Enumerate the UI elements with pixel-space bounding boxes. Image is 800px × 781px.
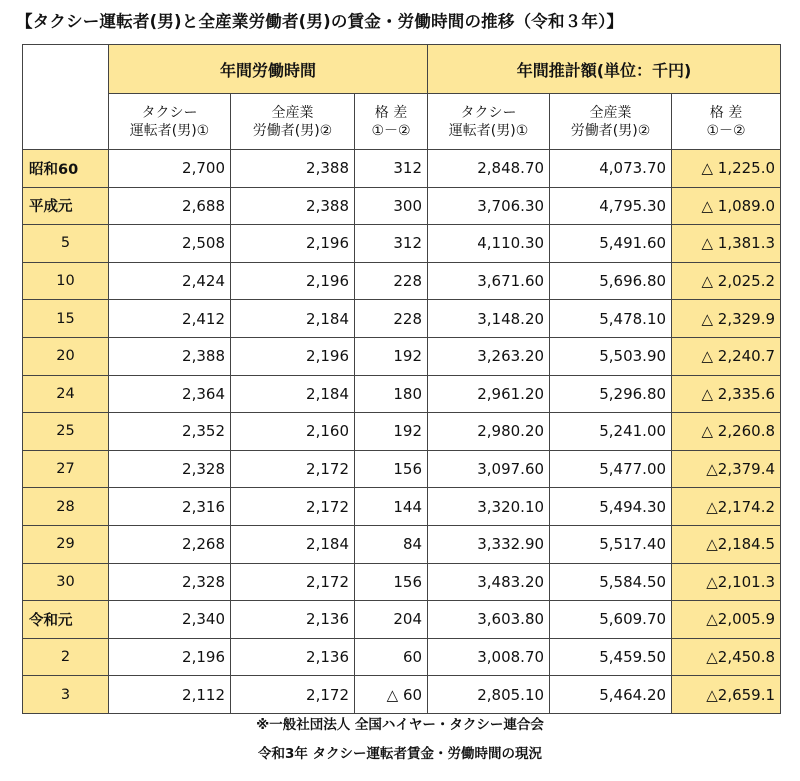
- cell-h-all: 2,172: [231, 676, 355, 714]
- row-year: 20: [23, 337, 109, 375]
- row-year: 25: [23, 413, 109, 451]
- cell-w-diff: △2,379.4: [672, 450, 781, 488]
- table-row: [23, 375, 781, 413]
- row-year: 24: [23, 375, 109, 413]
- cell-h-diff: 228: [355, 300, 428, 338]
- cell-w-diff: △ 2,025.2: [672, 262, 781, 300]
- table-row: [23, 262, 781, 300]
- row-year: 昭和60: [23, 150, 109, 188]
- table-row: [23, 488, 781, 526]
- col-header-hours-taxi: タクシー 運転者(男)①: [109, 94, 231, 150]
- cell-w-taxi: 3,148.20: [428, 300, 550, 338]
- table-body: [23, 150, 781, 714]
- cell-h-taxi: 2,352: [109, 413, 231, 451]
- cell-w-all: 5,464.20: [550, 676, 672, 714]
- report-note: 令和3年 タクシー運転者賃金・労働時間の現況: [257, 746, 543, 762]
- cell-h-all: 2,196: [231, 225, 355, 263]
- table-row: [23, 563, 781, 601]
- cell-w-diff: △ 2,240.7: [672, 337, 781, 375]
- cell-h-diff: 84: [355, 525, 428, 563]
- cell-w-diff: △ 1,381.3: [672, 225, 781, 263]
- col-header-wage-all: 全産業 労働者(男)②: [550, 94, 672, 150]
- cell-w-taxi: 3,097.60: [428, 450, 550, 488]
- row-year: 令和元: [23, 601, 109, 639]
- table-row: [23, 300, 781, 338]
- row-year: 30: [23, 563, 109, 601]
- cell-w-all: 5,494.30: [550, 488, 672, 526]
- page-title: 【タクシー運転者(男)と全産業労働者(男)の賃金・労働時間の推移（令和３年）】: [16, 12, 624, 31]
- table-row: [23, 676, 781, 714]
- cell-h-diff: 144: [355, 488, 428, 526]
- cell-h-taxi: 2,316: [109, 488, 231, 526]
- cell-h-diff: 204: [355, 601, 428, 639]
- cell-h-all: 2,184: [231, 300, 355, 338]
- cell-h-diff: 156: [355, 563, 428, 601]
- table-row: [23, 413, 781, 451]
- cell-w-diff: △2,101.3: [672, 563, 781, 601]
- cell-w-diff: △ 2,260.8: [672, 413, 781, 451]
- cell-h-all: 2,172: [231, 488, 355, 526]
- cell-h-taxi: 2,364: [109, 375, 231, 413]
- cell-w-taxi: 2,805.10: [428, 676, 550, 714]
- cell-w-taxi: 4,110.30: [428, 225, 550, 263]
- cell-h-taxi: 2,388: [109, 337, 231, 375]
- cell-h-diff: 228: [355, 262, 428, 300]
- cell-h-taxi: 2,412: [109, 300, 231, 338]
- table-row: [23, 337, 781, 375]
- cell-h-all: 2,196: [231, 337, 355, 375]
- row-year: 29: [23, 525, 109, 563]
- cell-w-diff: △2,184.5: [672, 525, 781, 563]
- cell-h-all: 2,136: [231, 638, 355, 676]
- cell-h-taxi: 2,328: [109, 563, 231, 601]
- cell-w-all: 5,478.10: [550, 300, 672, 338]
- row-year: 2: [23, 638, 109, 676]
- cell-w-all: 5,584.50: [550, 563, 672, 601]
- cell-h-taxi: 2,508: [109, 225, 231, 263]
- cell-w-taxi: 3,332.90: [428, 525, 550, 563]
- cell-h-diff: △ 60: [355, 676, 428, 714]
- cell-w-taxi: 3,706.30: [428, 187, 550, 225]
- cell-h-all: 2,172: [231, 450, 355, 488]
- cell-h-all: 2,184: [231, 375, 355, 413]
- cell-h-diff: 60: [355, 638, 428, 676]
- cell-h-taxi: 2,700: [109, 150, 231, 188]
- row-year: 平成元: [23, 187, 109, 225]
- cell-w-taxi: 3,263.20: [428, 337, 550, 375]
- cell-h-all: 2,172: [231, 563, 355, 601]
- wage-hours-table: [22, 44, 781, 714]
- cell-w-all: 5,459.50: [550, 638, 672, 676]
- cell-h-diff: 192: [355, 337, 428, 375]
- cell-h-diff: 300: [355, 187, 428, 225]
- table-row: [23, 601, 781, 639]
- corner-cell: [23, 45, 109, 150]
- cell-w-taxi: 3,603.80: [428, 601, 550, 639]
- group-header-hours: 年間労働時間: [109, 45, 428, 94]
- cell-h-taxi: 2,112: [109, 676, 231, 714]
- row-year: 15: [23, 300, 109, 338]
- row-year: 5: [23, 225, 109, 263]
- cell-w-diff: △ 2,329.9: [672, 300, 781, 338]
- cell-h-all: 2,184: [231, 525, 355, 563]
- cell-w-taxi: 3,008.70: [428, 638, 550, 676]
- cell-h-all: 2,196: [231, 262, 355, 300]
- cell-h-diff: 312: [355, 225, 428, 263]
- table-row: [23, 187, 781, 225]
- table-row: [23, 450, 781, 488]
- cell-w-taxi: 3,320.10: [428, 488, 550, 526]
- cell-w-taxi: 2,980.20: [428, 413, 550, 451]
- cell-w-all: 4,795.30: [550, 187, 672, 225]
- cell-h-diff: 192: [355, 413, 428, 451]
- cell-w-diff: △2,450.8: [672, 638, 781, 676]
- cell-w-taxi: 2,961.20: [428, 375, 550, 413]
- cell-w-all: 5,477.00: [550, 450, 672, 488]
- row-year: 27: [23, 450, 109, 488]
- col-header-wage-taxi: タクシー 運転者(男)①: [428, 94, 550, 150]
- cell-w-diff: △ 1,225.0: [672, 150, 781, 188]
- row-year: 28: [23, 488, 109, 526]
- cell-w-all: 5,491.60: [550, 225, 672, 263]
- cell-w-all: 5,296.80: [550, 375, 672, 413]
- cell-h-taxi: 2,328: [109, 450, 231, 488]
- cell-w-all: 5,696.80: [550, 262, 672, 300]
- table-row: [23, 225, 781, 263]
- cell-h-taxi: 2,268: [109, 525, 231, 563]
- row-year: 10: [23, 262, 109, 300]
- table-row: [23, 525, 781, 563]
- cell-h-taxi: 2,340: [109, 601, 231, 639]
- cell-h-diff: 180: [355, 375, 428, 413]
- cell-w-all: 5,503.90: [550, 337, 672, 375]
- cell-h-diff: 312: [355, 150, 428, 188]
- cell-w-all: 5,609.70: [550, 601, 672, 639]
- col-header-hours-all: 全産業 労働者(男)②: [231, 94, 355, 150]
- cell-w-taxi: 3,483.20: [428, 563, 550, 601]
- cell-w-taxi: 2,848.70: [428, 150, 550, 188]
- col-header-hours-diff: 格 差 ①－②: [355, 94, 428, 150]
- cell-h-diff: 156: [355, 450, 428, 488]
- cell-h-all: 2,160: [231, 413, 355, 451]
- cell-w-diff: △2,174.2: [672, 488, 781, 526]
- cell-w-all: 5,241.00: [550, 413, 672, 451]
- cell-w-diff: △ 1,089.0: [672, 187, 781, 225]
- cell-w-diff: △2,005.9: [672, 601, 781, 639]
- cell-h-all: 2,388: [231, 150, 355, 188]
- cell-h-taxi: 2,196: [109, 638, 231, 676]
- group-header-wage: 年間推計額(単位：千円): [428, 45, 781, 94]
- cell-h-all: 2,388: [231, 187, 355, 225]
- cell-w-diff: △2,659.1: [672, 676, 781, 714]
- cell-w-all: 5,517.40: [550, 525, 672, 563]
- table-row: [23, 150, 781, 188]
- table-row: [23, 638, 781, 676]
- cell-h-taxi: 2,688: [109, 187, 231, 225]
- cell-h-all: 2,136: [231, 601, 355, 639]
- cell-w-taxi: 3,671.60: [428, 262, 550, 300]
- source-note: ※一般社団法人 全国ハイヤー・タクシー連合会: [256, 717, 544, 733]
- cell-w-all: 4,073.70: [550, 150, 672, 188]
- cell-w-diff: △ 2,335.6: [672, 375, 781, 413]
- cell-h-taxi: 2,424: [109, 262, 231, 300]
- row-year: 3: [23, 676, 109, 714]
- col-header-wage-diff: 格 差 ①－②: [672, 94, 781, 150]
